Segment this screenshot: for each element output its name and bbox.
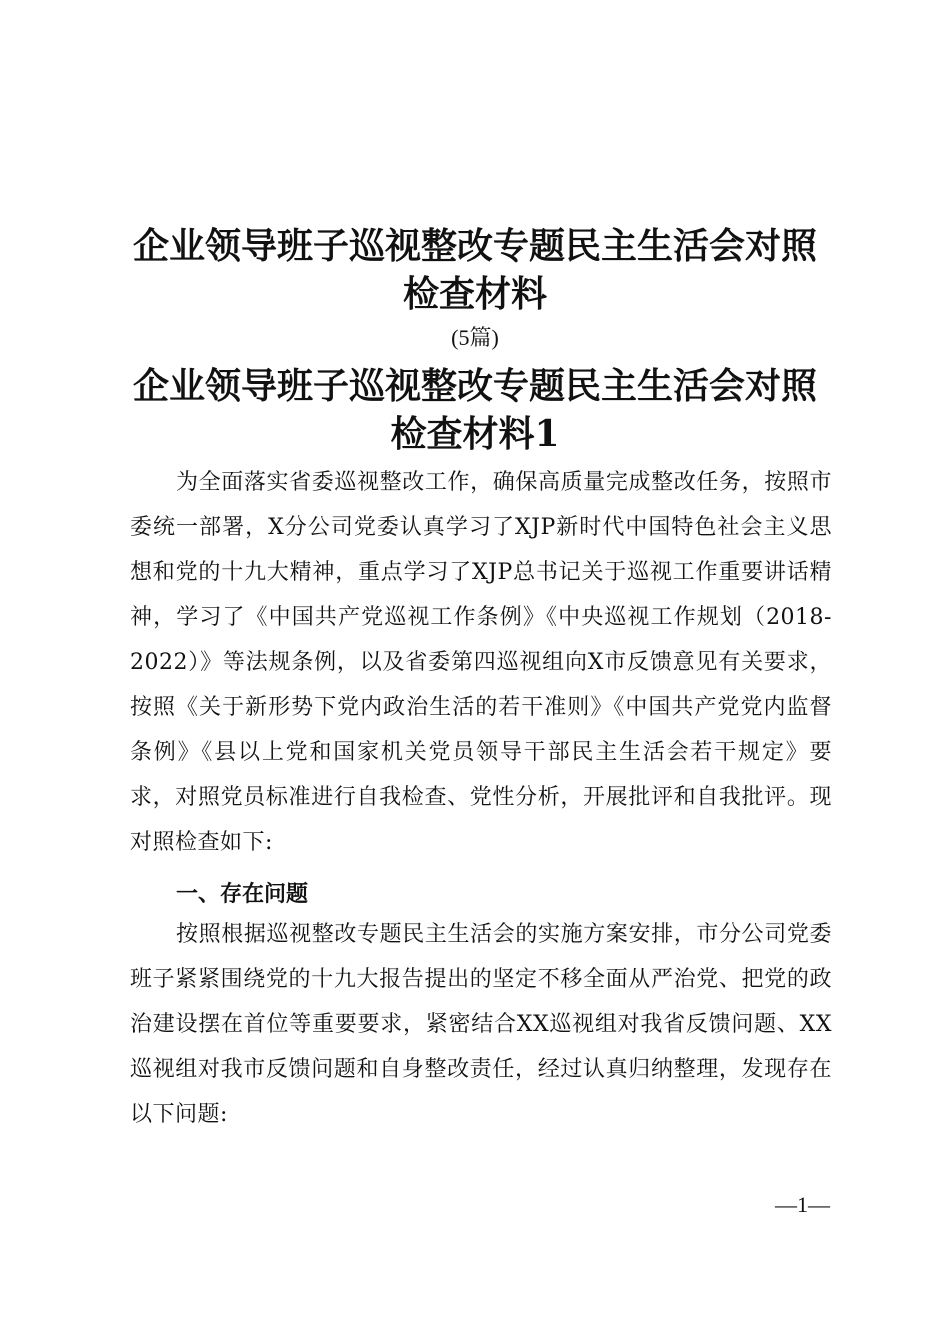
- problems-paragraph: 按照根据巡视整改专题民主生活会的实施方案安排，市分公司党委班子紧紧围绕党的十九大报告提出的坚定不移全面从严治党、把党的政治建设摆在首位等重要要求，紧密结合XX巡视组对我省反馈问题、XX巡视组对我市反馈问题和自身整改责任，经过认真归纳整理，发现存在以下问题:: [130, 922, 832, 1127]
- heading-existing-problems: 一、存在问题: [176, 882, 309, 907]
- section-title: 企业领导班子巡视整改专题民主生活会对照检查材料1: [132, 365, 817, 455]
- intro-paragraph: 为全面落实省委巡视整改工作，确保高质量完成整改任务，按照市委统一部署，X分公司党委认真学习了XJP新时代中国特色社会主义思想和党的十九大精神，重点学习了XJP总书记关于巡视工作重要讲话精神，学习了《中国共产党巡视工作条例》《中央巡视工作规划（2018-2022）》等法规条例，以及省委第四巡视组向X市反馈意见有关要求，按照《关于新形势下党内政治生活的若干准则》《中国共产党党内监督条例》《县以上党和国家机关党员领导干部民主生活会若干规定》要求，对照党员标准进行自我检查、党性分析，开展批评和自我批评。现对照检查如下:: [130, 470, 832, 855]
- page-number: —1—: [775, 1192, 830, 1217]
- document-subtitle: (5篇): [451, 325, 499, 350]
- document-title: 企业领导班子巡视整改专题民主生活会对照检查材料: [132, 225, 817, 315]
